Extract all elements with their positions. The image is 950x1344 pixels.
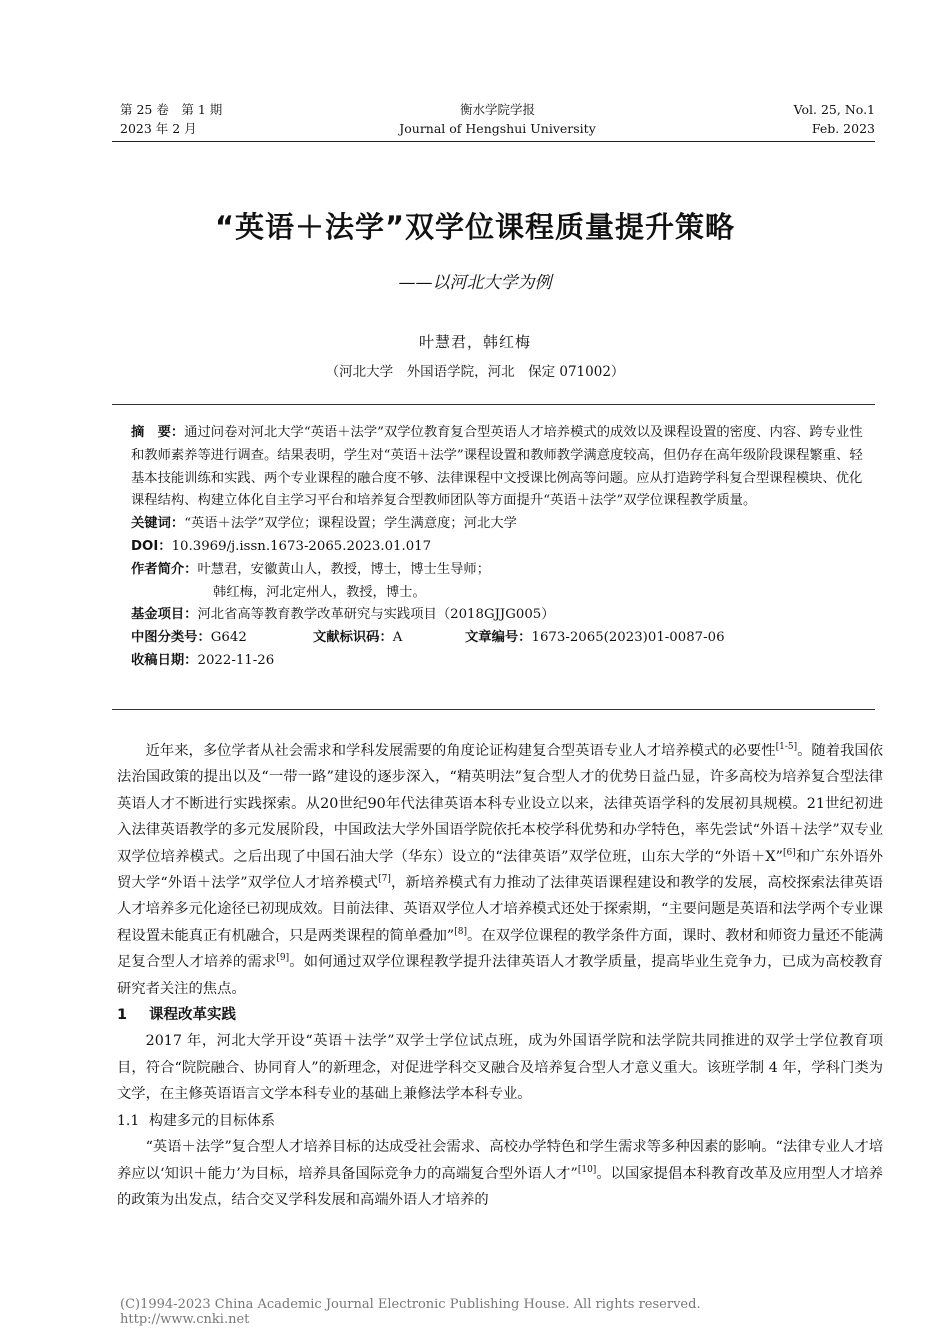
header-rule	[112, 141, 875, 142]
clc-value: G642	[210, 630, 247, 646]
fund-label: 基金项目：	[131, 607, 198, 623]
author-bio-line1: 叶慧君，安徽黄山人，教授，博士，博士生导师；	[197, 561, 491, 577]
citation[interactable]: [8]	[454, 927, 467, 938]
citation[interactable]: [6]	[782, 847, 796, 858]
volume-en: Vol. 25, No.1	[793, 102, 875, 117]
subsection-number: 1.1	[117, 1112, 140, 1129]
received-label: 收稿日期：	[131, 652, 198, 668]
section-title: 课程改革实践	[149, 1007, 236, 1024]
header-center	[120, 100, 875, 138]
paragraph-intro: 近年来，多位学者从社会需求和学科发展需要的角度论证构建复合型英语专业人才培养模式的必要性[1-5]。随着我国依法治国政策的提出以及“一带一路”建设的逐步深入，“精英明法”复合型人才的优势日益凸显，许多高校为培养复合型法律英语人才不断进行实践探索。从20世纪90年代法律英语本科专业设立以来，法律英语学科的发展初具规模。21世纪初进入法律英语教学的多元发展阶段，中国政法大学外国语学院依托本校学科优势和办学特色，率先尝试“外语＋法学”双专业双学位培养模式。之后出现了中国石油大学（华东）设立的“法律英语”双学位班，山东大学的“外语＋X”[6]和广东外语外贸大学“外语＋法学”双学位人才培养模式[7]，新培养模式有力推动了法律英语课程建设和教学的发展，高校探索法律英语人才培养多元化途径已初现成效。目前法律、英语双学位人才培养模式还处于探索期，“主要问题是英语和法学两个专业课程设置未能真正有机融合，只是两类课程的简单叠加”[8]。在双学位课程的教学条件方面，课时、教材和师资力量还不能满足复合型人才培养的需求[9]。如何通过双学位课程教学提升法律英语人才教学质量，提高毕业生竞争力，已成为高校教育研究者关注的焦点。	[117, 742, 884, 997]
paragraph-section1: 2017 年，河北大学开设“英语＋法学”双学士学位试点班，成为外国语学院和法学院共同推进的双学士学位教育项目，符合“院院融合、协同育人”的新理念，对促进学科交叉融合及培养复合型人才意义重大。该班学制 4 年，学科门类为文学，在主修英语语言文学本科专业的基础上兼修法学本科专业。	[117, 1033, 883, 1103]
date-cn: 2023 年 2 月	[120, 121, 197, 136]
author-bio-line2: 韩红梅，河北定州人，教授，博士。	[213, 584, 426, 600]
keywords	[131, 513, 873, 536]
fund	[131, 604, 873, 627]
abstract-bottom-rule	[112, 709, 875, 710]
header-right	[794, 100, 875, 138]
citation[interactable]: [10]	[577, 1164, 597, 1175]
section-heading	[117, 1002, 883, 1028]
received-date	[131, 650, 873, 673]
paper-title: “英语＋法学”双学位课程质量提升策略	[214, 210, 736, 244]
keywords-text: “英语＋法学”双学位；课程设置；学生满意度；河北大学	[184, 516, 517, 532]
article-no-value: 1673-2065(2023)01-0087-06	[531, 630, 725, 646]
doi-text: 10.3969/j.issn.1673-2065.2023.01.017	[171, 538, 432, 554]
doi	[131, 536, 873, 559]
subsection-heading	[117, 1108, 883, 1134]
subsection-title: 构建多元的目标体系	[149, 1112, 275, 1129]
citation[interactable]: [1-5]	[775, 742, 798, 753]
received-value: 2022-11-26	[197, 652, 275, 668]
citation[interactable]: [7]	[378, 874, 391, 885]
doc-code-label: 文献标识码：	[313, 630, 393, 646]
fund-text: 河北省高等教育教学改革研究与实践项目（2018GJJG005）	[197, 607, 555, 623]
classification-line	[131, 627, 873, 650]
running-header	[120, 100, 875, 140]
date-en: Feb. 2023	[811, 121, 875, 136]
main-text	[117, 738, 883, 1213]
copyright-footer: (C)1994-2023 China Academic Journal Electronic Publishing House. All rights reserved. http://www.cnki.net	[120, 1297, 701, 1327]
section-number: 1	[117, 1007, 128, 1024]
clc-label: 中图分类号：	[131, 630, 211, 646]
abstract-text: 通过问卷对河北大学“英语＋法学”双学位教育复合型英语人才培养模式的成效以及课程设置的密度、内容、跨专业性和教师素养等进行调查。结果表明，学生对“英语＋法学”课程设置和教师教学满意度较高，但仍存在高年级阶段课程繁重、轻基本技能训练和实践、两个专业课程的融合度不够、法律课程中文授课比例高等问题。应从打造跨学科复合型课程模块、优化课程结构、构建立体化自主学习平台和培养复合型教师团队等方面提升“英语＋法学”双学位课程教学质量。	[131, 425, 863, 509]
paper-subtitle: ——以河北大学为例	[398, 273, 552, 293]
keywords-label: 关键词：	[131, 516, 185, 532]
abstract	[131, 422, 873, 513]
author-bio	[131, 559, 873, 582]
abstract-label: 摘 要：	[131, 425, 185, 440]
doc-code-value: A	[392, 630, 403, 646]
abstract-block	[131, 422, 873, 673]
journal-en: Journal of Hengshui University	[399, 121, 596, 136]
issue-cn: 第 25 卷 第 1 期	[120, 102, 223, 117]
article-no-label: 文章编号：	[465, 630, 532, 646]
paragraph-section1-1: “英语＋法学”复合型人才培养目标的达成受社会需求、高校办学特色和学生需求等多种因素的影响。“法律专业人才培养应以‘知识＋能力’为目标，培养具备国际竞争力的高端复合型外语人才”[10]。以国家提倡本科教育改革及应用型人才培养的政策为出发点，结合交叉学科发展和高端外语人才培养的	[117, 1139, 883, 1208]
abstract-top-rule	[112, 404, 875, 405]
journal-cn: 衡水学院学报	[459, 102, 535, 117]
citation[interactable]: [9]	[276, 953, 290, 964]
author-bio-label: 作者简介：	[131, 561, 198, 577]
author-names: 叶慧君，韩红梅	[418, 333, 531, 351]
affiliation: （河北大学 外国语学院，河北 保定 071002）	[325, 364, 625, 380]
doi-label: DOI：	[131, 538, 172, 554]
